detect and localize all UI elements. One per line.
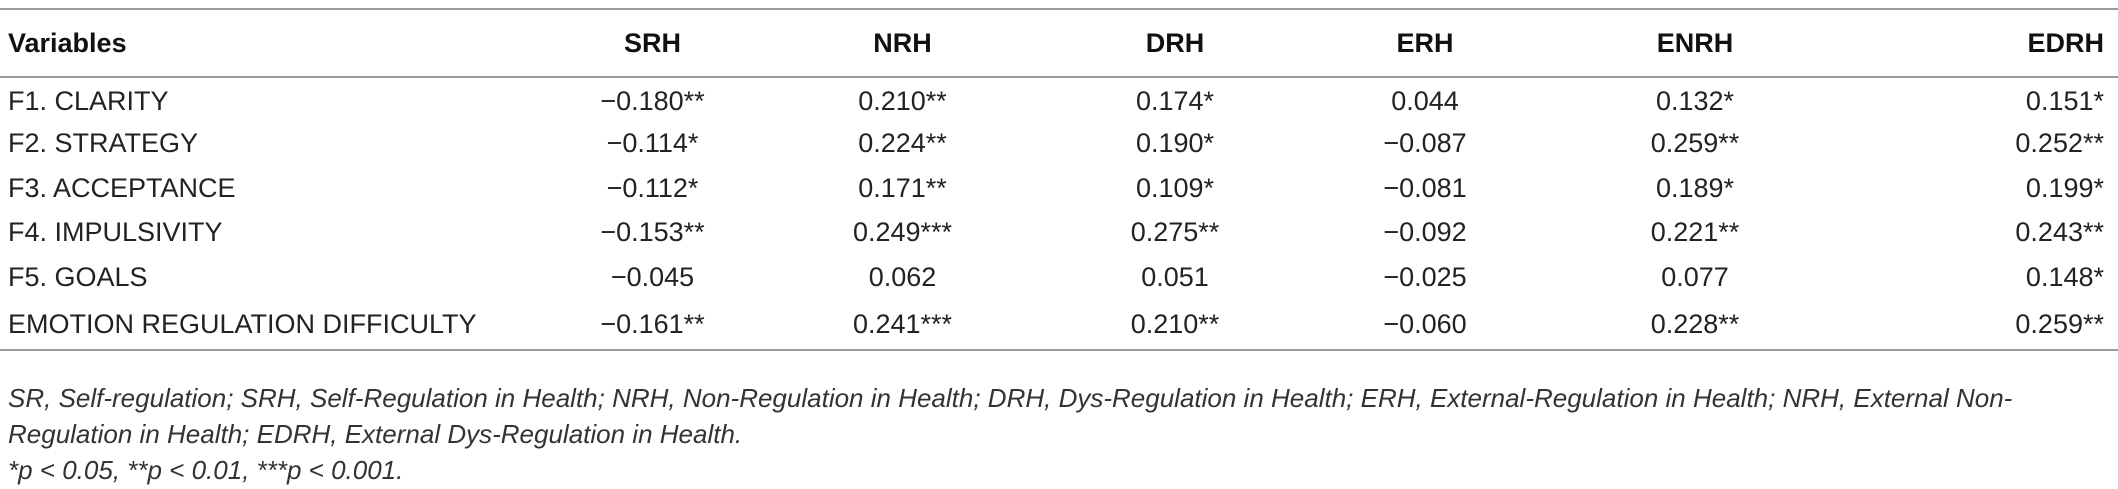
table-cell: −0.060 <box>1383 308 1467 339</box>
row-label: F3. ACCEPTANCE <box>8 172 236 203</box>
table-body <box>0 77 2118 350</box>
table-cell: 0.210** <box>1130 308 1220 339</box>
table-cell: −0.153** <box>600 217 705 248</box>
correlation-table <box>0 8 2118 351</box>
table-cell: −0.092 <box>1383 217 1467 248</box>
header-edrh: EDRH <box>2027 27 2104 58</box>
correlation-table-container <box>0 8 2118 351</box>
table-cell: 0.252** <box>2015 128 2104 159</box>
table-cell: 0.132* <box>1655 86 1735 117</box>
table-cell: 0.171** <box>858 172 947 203</box>
header-erh: ERH <box>1396 27 1454 58</box>
table-cell: −0.081 <box>1383 172 1467 203</box>
table-cell: −0.112* <box>606 172 699 203</box>
row-label: F1. CLARITY <box>8 86 169 117</box>
row-label: EMOTION REGULATION DIFFICULTY <box>8 308 477 339</box>
table-cell: −0.114* <box>606 128 699 159</box>
row-label: F5. GOALS <box>8 261 148 292</box>
row-label: F2. STRATEGY <box>8 128 199 159</box>
table-cell: 0.210** <box>858 86 947 117</box>
table-cell: 0.051 <box>1141 261 1209 292</box>
table-cell: 0.077 <box>1661 261 1729 292</box>
table-row <box>0 166 2118 211</box>
significance-note: *p < 0.05, **p < 0.01, ***p < 0.001. <box>8 455 404 485</box>
table-cell: −0.025 <box>1383 261 1467 292</box>
table-cell: 0.249*** <box>852 217 953 248</box>
table-cell: 0.243** <box>2015 217 2104 248</box>
table-cell: 0.259** <box>2015 308 2104 339</box>
table-cell: 0.275** <box>1130 217 1220 248</box>
table-cell: 0.109* <box>1135 172 1215 203</box>
table-cell: 0.259** <box>1650 128 1740 159</box>
table-row <box>0 300 2118 350</box>
table-row <box>0 77 2118 122</box>
table-cell: −0.087 <box>1383 128 1467 159</box>
table-cell: 0.228** <box>1650 308 1740 339</box>
table-cell: 0.174* <box>1135 86 1215 117</box>
abbreviations-note: SR, Self-regulation; SRH, Self-Regulation in Health; NRH, Non-Regulation in Health; DRH, Dys-Regulation in Health; ERH, External-Regulation in Health; NRH, External Non-Regulation in Health; EDRH, External Dys-Regulation in Health. <box>8 383 2013 449</box>
table-cell: 0.241*** <box>852 308 953 339</box>
table-cell: −0.045 <box>610 261 695 292</box>
row-label: F4. IMPULSIVITY <box>8 217 223 248</box>
header-nrh: NRH <box>873 27 932 58</box>
header-drh: DRH <box>1145 27 1205 58</box>
table-cell: 0.148* <box>2025 261 2104 292</box>
header-enrh: ENRH <box>1656 27 1734 58</box>
table-cell: −0.161** <box>600 308 705 339</box>
table-cell: 0.199* <box>2025 172 2104 203</box>
table-cell: 0.224** <box>858 128 947 159</box>
table-cell: 0.189* <box>1655 172 1735 203</box>
table-cell: 0.221** <box>1650 217 1740 248</box>
header-srh: SRH <box>623 27 681 58</box>
table-cell: 0.190* <box>1135 128 1215 159</box>
table-cell: 0.151* <box>2025 86 2104 117</box>
header-variables: Variables <box>8 27 127 58</box>
table-row <box>0 211 2118 256</box>
table-cell: 0.062 <box>868 261 937 292</box>
table-row <box>0 255 2118 300</box>
table-header <box>0 9 2118 77</box>
table-row <box>0 122 2118 167</box>
table-cell: −0.180** <box>600 86 705 117</box>
header-row <box>0 9 2118 77</box>
table-cell: 0.044 <box>1391 86 1459 117</box>
